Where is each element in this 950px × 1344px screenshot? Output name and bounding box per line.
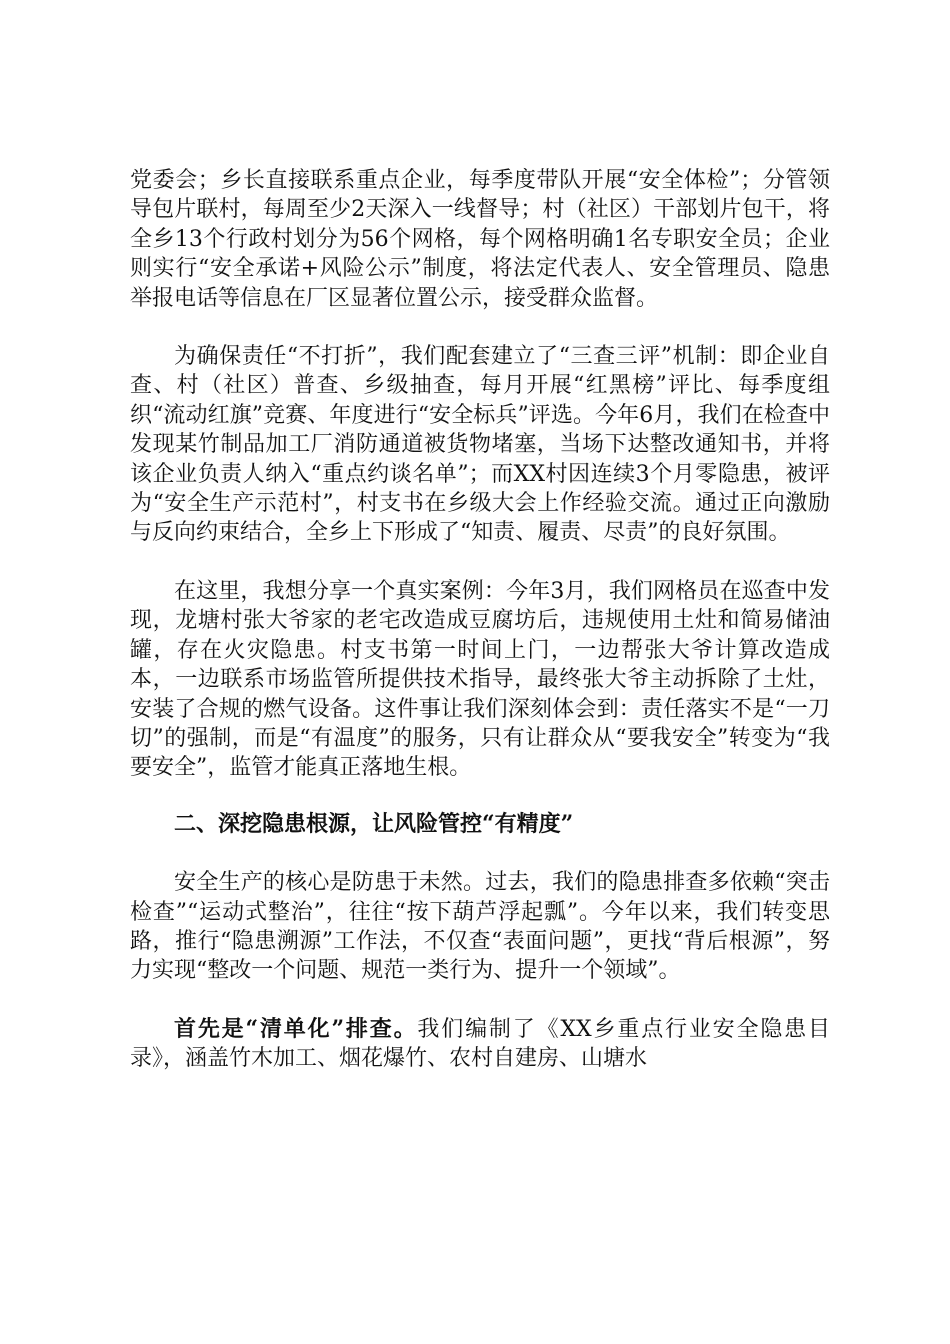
paragraph-case-study: 在这里，我想分享一个真实案例：今年3月，我们网格员在巡查中发现，龙塘村张大爷家的老宅改造成豆腐坊后，违规使用土灶和简易储油罐，存在火灾隐患。村支书第一时间上门，一边帮张大爷计算改造成本，一边联系市场监管所提供技术指导，最终张大爷主动拆除了土灶，安装了合规的燃气设备。这件事让我们深刻体会到：责任落实不是“一刀切”的强制，而是“有温度”的服务，只有让群众从“要我安全”转变为“我要安全”，监管才能真正落地生根。 xyxy=(130,578,830,781)
paragraph-hazard-tracing: 安全生产的核心是防患于未然。过去，我们的隐患排查多依赖“突击检查”“运动式整治”，往往“按下葫芦浮起瓢”。今年以来，我们转变思路，推行“隐患溯源”工作法，不仅查“表面问题”，更找“背后根源”，努力实现“整改一个问题、规范一类行为、提升一个领域”。 xyxy=(130,870,830,984)
document-body xyxy=(130,166,830,1103)
paragraph-three-checks-mechanism: 为确保责任“不打折”，我们配套建立了“三查三评”机制：即企业自查、村（社区）普查、乡级抽查，每月开展“红黑榜”评比、每季度组织“流动红旗”竞赛、年度进行“安全标兵”评选。今年6月，我们在检查中发现某竹制品加工厂消防通道被货物堵塞，当场下达整改通知书，并将该企业负责人纳入“重点约谈名单”；而XX村因连续3个月零隐患，被评为“安全生产示范村”，村支书在乡级大会上作经验交流。通过正向激励与反向约束结合，全乡上下形成了“知责、履责、尽责”的良好氛围。 xyxy=(130,344,830,546)
paragraph-checklist-inspection xyxy=(130,1015,830,1074)
paragraph-continuation: 我们编制了《XX乡重点行业安全隐患目录》，涵盖竹木加工、烟花爆竹、农村自建房、山塘水 xyxy=(130,1016,830,1072)
paragraph-lead-phrase: 首先是“清单化”排查。 xyxy=(174,1015,418,1042)
section-heading-2: 二、深挖隐患根源，让风险管控“有精度” xyxy=(174,810,574,837)
paragraph-responsibility-system: 党委会；乡长直接联系重点企业，每季度带队开展“安全体检”；分管领导包片联村，每周至少2天深入一线督导；村（社区）干部划片包干，将全乡13个行政村划分为56个网格，每个网格明确1名专职安全员；企业则实行“安全承诺+风险公示”制度，将法定代表人、安全管理员、隐患举报电话等信息在厂区显著位置公示，接受群众监督。 xyxy=(130,168,830,311)
